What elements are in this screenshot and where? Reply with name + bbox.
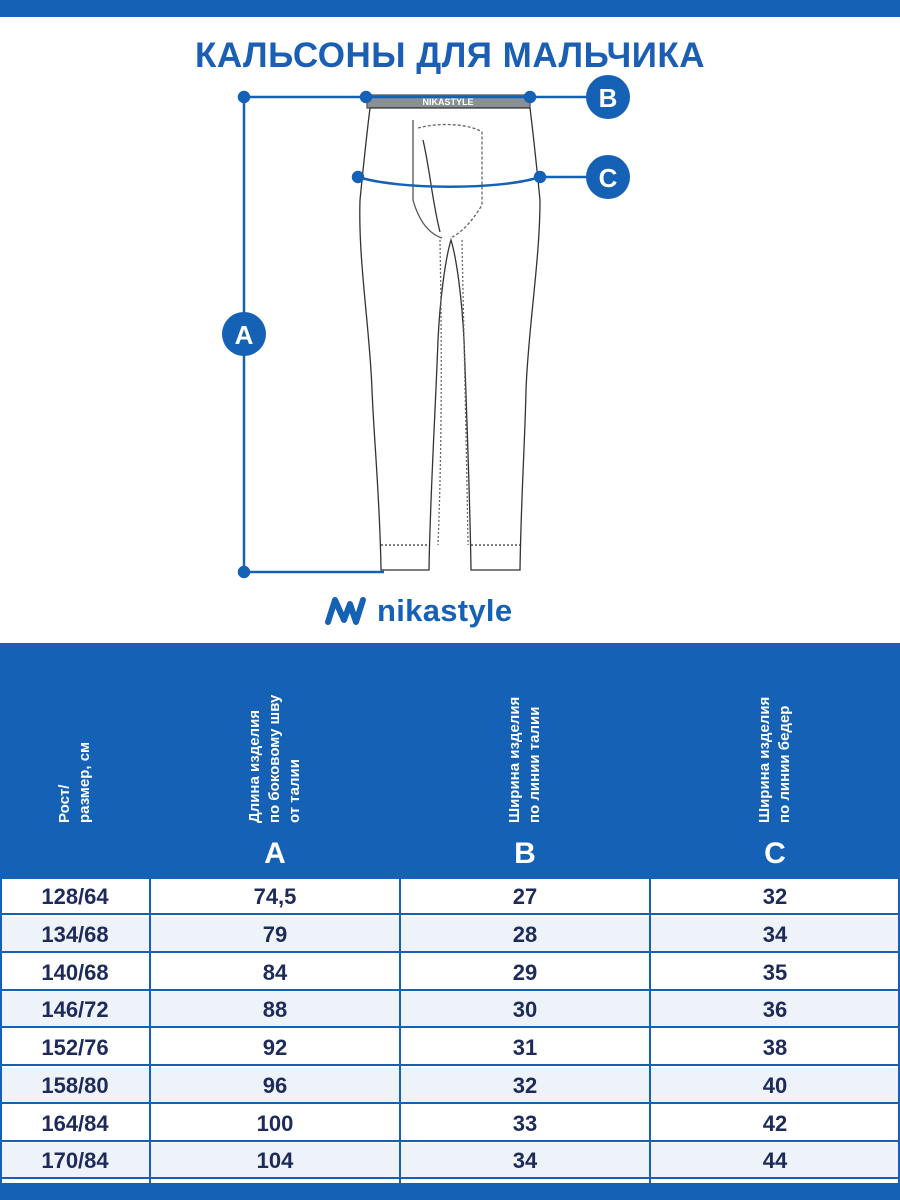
cell-waist: 28 bbox=[512, 921, 538, 947]
bottom-bar bbox=[0, 1183, 900, 1200]
cell-size: 128/64 bbox=[41, 884, 109, 909]
cell-waist: 31 bbox=[512, 1035, 538, 1060]
table-row bbox=[0, 992, 900, 1028]
cell-length: 88 bbox=[262, 997, 288, 1023]
cell-hip: 35 bbox=[762, 959, 788, 985]
cell-waist: 33 bbox=[512, 1110, 538, 1136]
column-divider bbox=[0, 643, 2, 1183]
table-row bbox=[0, 1030, 900, 1066]
header-length-label: Длина изделия по боковому шву от талии bbox=[246, 694, 303, 823]
header-length bbox=[150, 643, 400, 879]
marker-a bbox=[222, 312, 266, 356]
cell-length: 100 bbox=[256, 1110, 294, 1136]
logo-icon bbox=[325, 594, 367, 628]
table-row bbox=[0, 1068, 900, 1104]
cell-hip: 34 bbox=[762, 921, 788, 947]
header-size bbox=[0, 643, 150, 879]
cell-waist: 29 bbox=[512, 959, 538, 985]
cell-length: 84 bbox=[262, 959, 288, 985]
header-waist-letter: B bbox=[514, 837, 536, 870]
cell-size: 152/76 bbox=[41, 1035, 109, 1060]
column-divider bbox=[149, 643, 151, 1183]
waistband-text: NIKASTYLE bbox=[422, 97, 474, 107]
marker-b bbox=[586, 75, 630, 119]
cell-hip: 36 bbox=[762, 997, 788, 1023]
cell-length: 79 bbox=[262, 921, 288, 947]
header-length-letter: A bbox=[264, 837, 286, 870]
cell-waist: 32 bbox=[512, 1072, 538, 1098]
cell-size: 158/80 bbox=[41, 1072, 109, 1098]
top-bar bbox=[0, 0, 900, 17]
table-row bbox=[0, 879, 900, 915]
cell-hip: 38 bbox=[762, 1035, 788, 1060]
pants-diagram bbox=[0, 60, 900, 590]
header-hip bbox=[650, 643, 900, 879]
cell-size: 164/84 bbox=[41, 1110, 109, 1136]
marker-c bbox=[586, 155, 630, 199]
marker-a-label: A bbox=[234, 320, 254, 350]
cell-waist: 27 bbox=[512, 884, 538, 909]
cell-length: 96 bbox=[262, 1072, 288, 1098]
cell-size: 146/72 bbox=[41, 997, 109, 1023]
header-size-label: Рост/ размер, см bbox=[56, 741, 93, 823]
cell-size: 134/68 bbox=[41, 921, 109, 947]
cell-size: 140/68 bbox=[41, 959, 109, 985]
cell-length: 104 bbox=[256, 1148, 294, 1174]
cell-hip: 42 bbox=[762, 1110, 788, 1136]
cell-hip: 40 bbox=[762, 1072, 788, 1098]
column-divider bbox=[399, 643, 401, 1183]
table-row bbox=[0, 1143, 900, 1179]
cell-waist: 30 bbox=[512, 997, 538, 1023]
marker-c-label: C bbox=[598, 163, 618, 193]
header-waist-label: Ширина изделия по линии талии bbox=[506, 696, 543, 823]
table-row bbox=[0, 955, 900, 991]
cell-hip: 44 bbox=[762, 1148, 788, 1174]
header-hip-label: Ширина изделия по линии бедер bbox=[756, 696, 793, 823]
cell-length: 92 bbox=[262, 1035, 288, 1060]
logo-text: nikastyle bbox=[377, 593, 513, 628]
brand-logo bbox=[325, 588, 512, 634]
cell-size: 170/84 bbox=[41, 1148, 109, 1174]
cell-length: 74,5 bbox=[253, 884, 297, 909]
table-row bbox=[0, 917, 900, 953]
pants-outline bbox=[360, 108, 540, 570]
table-row bbox=[0, 1106, 900, 1142]
cell-waist: 34 bbox=[512, 1148, 538, 1174]
column-divider bbox=[649, 643, 651, 1183]
marker-b-label: B bbox=[598, 83, 618, 113]
table-header bbox=[0, 643, 900, 879]
cell-hip: 32 bbox=[762, 884, 788, 909]
header-waist bbox=[400, 643, 650, 879]
page-title: КАЛЬСОНЫ ДЛЯ МАЛЬЧИКА bbox=[194, 36, 705, 75]
header-hip-letter: C bbox=[764, 837, 786, 870]
